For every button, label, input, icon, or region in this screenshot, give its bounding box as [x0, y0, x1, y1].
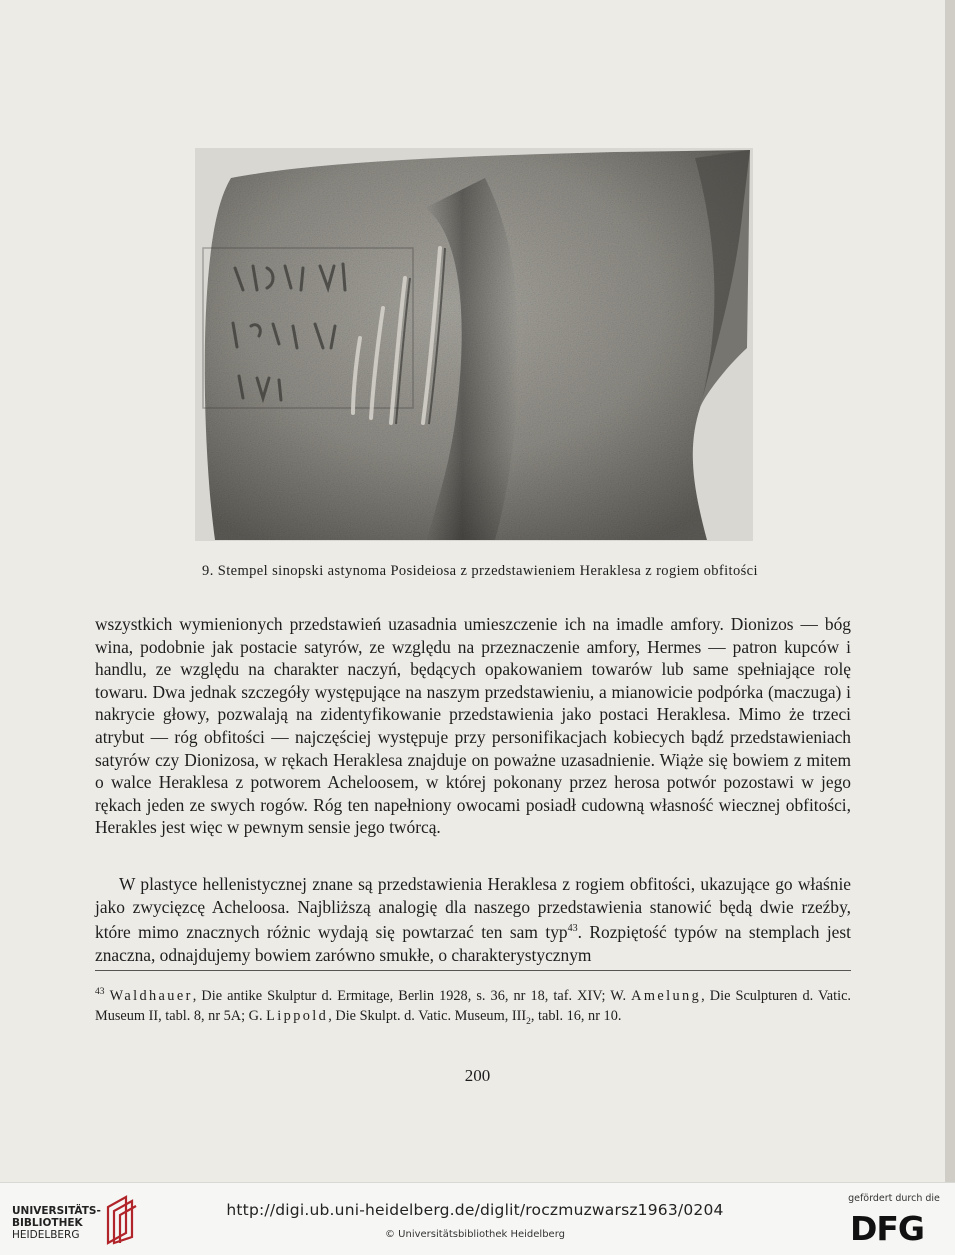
footnote-43	[95, 982, 851, 1033]
library-logo[interactable]	[12, 1205, 152, 1249]
figure-caption: 9. Stempel sinopski astynoma Posideiosa z przedstawieniem Heraklesa z rogiem obfitości	[202, 563, 758, 579]
library-name	[12, 1205, 101, 1241]
library-name-line-1: UNIVERSITÄTS-	[12, 1205, 101, 1217]
page-edge-shadow	[945, 0, 955, 1182]
permalink-url[interactable]: http://digi.ub.uni-heidelberg.de/diglit/roczmuzwarsz1963/0204	[226, 1201, 724, 1219]
figure-photograph	[195, 148, 753, 541]
footnote-reference[interactable]: 43	[567, 923, 578, 935]
footnote-text-2: , Die Sculpturen d. Vatic. Museum II, tabl. 8, nr 5A; G.	[95, 987, 852, 1025]
paragraph-2-text-start: W plastyce hellenistycznej znane są przedstawienia Heraklesa z rogiem obfitości, ukazujące go właśnie jako zwycięzcę Acheloosa. Najbliższą analogię dla naszego przedstawienia stanowić będą dwie rzeźby, które mimo znacznych różnic wydają się powtarzać ten sam typ	[95, 874, 851, 942]
footnote-author-1: Waldhauer	[109, 987, 193, 1004]
footnote-text-4: , tabl. 16, nr 10.	[530, 1008, 622, 1025]
viewer-footer	[0, 1182, 955, 1255]
body-paragraph-1: wszystkich wymienionych przedstawień uzasadnia umieszczenie ich na imadle amfory. Dionizos — bóg wina, podobnie jak postacie satyrów, ze względu na przeznaczenie amfory, Hermes — patron kupców i handlu, ze względu na charakter naczyń, będących opakowaniem towarów lub same spełniające rolę towaru. Dwa jednak szczegóły występujące na naszym przedstawieniu, a mianowicie podpórka (maczuga) i nakrycie głowy, pozwalają na zidentyfikowanie przedstawienia jako postaci Heraklesa. Mimo że trzeci atrybut — róg obfitości — najczęściej występuje przy personifikacjach kobiecych bądź przedstawieniach satyrów czy Dionizosa, w rękach Heraklesa znajduje on poważne uzasadnienie. Wiąże się bowiem z mitem o walce Heraklesa z potworem Acheloosem, w której pokonany przez herosa potwór pozostawi w jego rękach jeden ze swych rogów. Róg ten napełniony owocami posiadł cudowną własność wiecznej obfitości, Herakles jest więc w pewnym sensie jego twórcą.	[95, 614, 851, 838]
footnote-author-2: Amelung	[631, 987, 702, 1004]
dfg-logo-icon[interactable]	[848, 1209, 942, 1245]
footnote-text-3: , Die Skulpt. d. Vatic. Museum, III	[328, 1008, 527, 1025]
funding-note: gefördert durch die	[848, 1193, 940, 1204]
footnote-marker: 43	[95, 987, 105, 997]
copyright-notice: © Universitätsbibliothek Heidelberg	[384, 1229, 565, 1240]
footnote-text-1: , Die antike Skulptur d. Ermitage, Berlin 1928, s. 36, nr 18, taf. XIV; W.	[192, 987, 632, 1004]
body-paragraph-2	[95, 873, 851, 966]
paragraph-2-text-end: . Rozpiętość typów na stemplach jest znaczna, odnajdujemy bowiem zarówno smukłe, o charakterystycznym	[95, 921, 851, 965]
footnote-subscript: 2	[526, 1017, 531, 1028]
footnote-divider	[95, 970, 851, 971]
funder-block	[840, 1193, 948, 1251]
library-name-line-2: BIBLIOTHEK	[12, 1217, 83, 1229]
library-emblem-icon	[104, 1193, 138, 1245]
stamp-photo-image	[195, 148, 753, 541]
page-number: 200	[464, 1066, 491, 1085]
library-name-line-3: HEIDELBERG	[12, 1229, 80, 1241]
footnote-author-3: Lippold	[266, 1008, 329, 1025]
dfg-logo-text: DFG	[850, 1209, 925, 1245]
